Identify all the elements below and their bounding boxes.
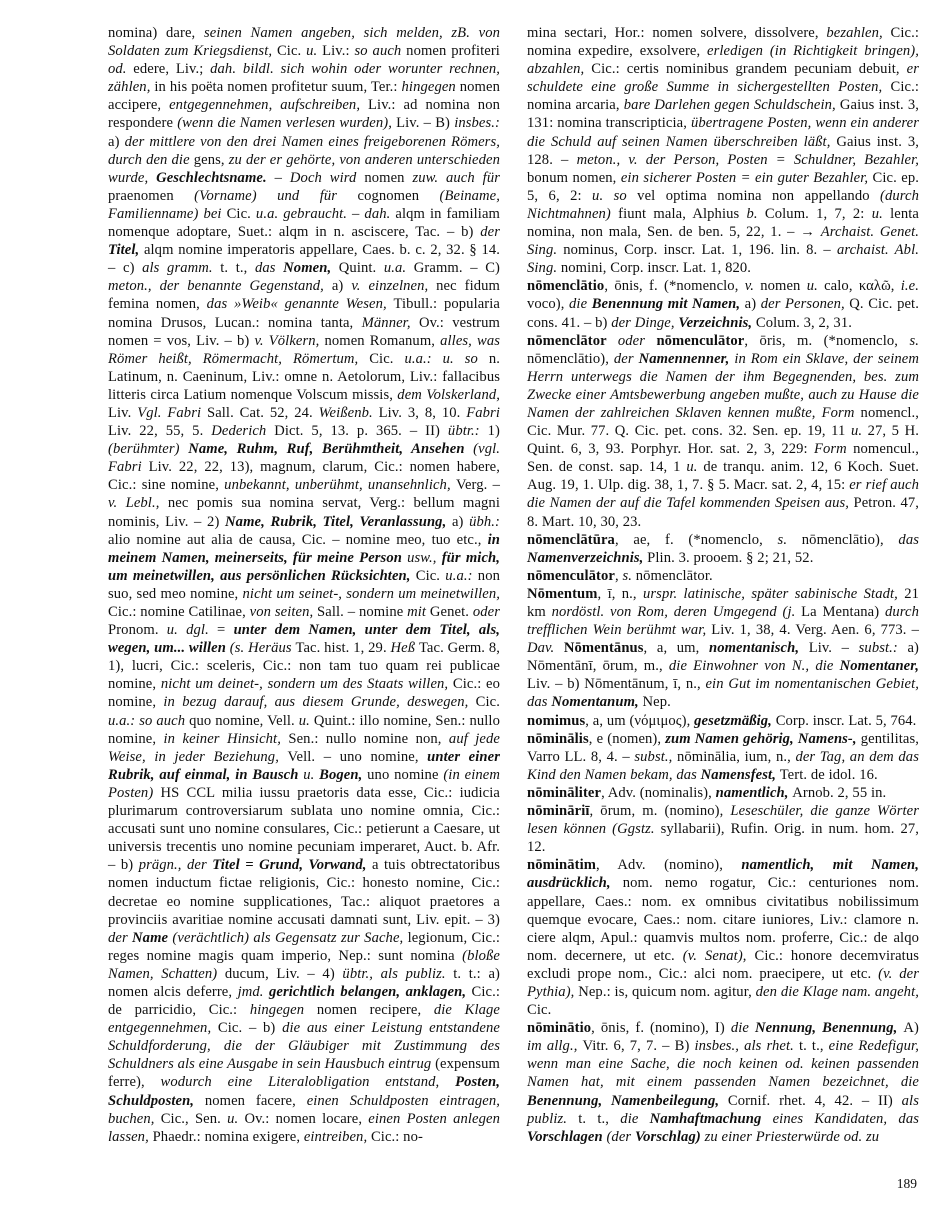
right-column bbox=[527, 24, 919, 1146]
entry-nomen-continued: nomina) dare, seinen Namen angeben, sich melden, zB. von Soldaten zum Kriegsdienst, Cic. u. Liv.: so auch nomen profiteri od. edere, Liv.; dah. bildl. sich wohin oder worunter rechnen, zählen, in his poëta nomen profitetur suum, Ter.: hingegen nomen accipere, entgegennehmen, aufschreiben, Liv.: ad nomina non respondere (wenn die Namen verlesen wurden), Liv. – B) insbes.: a) der mittlere von den drei Namen eines freigeborenen Römers, durch den die gens, zu der er gehörte, von anderen unterschieden wurde, Geschlechtsname. – Doch wird nomen zuw. auch für praenomen (Vorname) und für cognomen (Beiname, Familienname) bei Cic. u.a. gebraucht. – dah. alqm in familiam nomenque adoptare, Suet.: alqm in n. asciscere, Tac. – b) der Titel, alqm nomine imperatoris appellare, Caes. b. c. 2, 32. § 14. – c) als gramm. t. t., das Nomen, Quint. u.a. Gramm. – C) meton., der benannte Gegenstand, a) v. einzelnen, nec fidum femina nomen, das »Weib« genannte Wesen, Tibull.: popularia nomina Drusos, Lucan.: nomina tanta, Männer, Ov.: vestrum nomen = vos, Liv. – b) v. Völkern, nomen Romanum, alles, was Römer heißt, Römermacht, Römertum, Cic. u.a.: u. so n. Latinum, n. Caeninum, Liv.: omne n. Aetolorum, Liv.: fallacibus litteris circa Latium nomenque Volscum missis, dem Volskerland, Liv. Vgl. Fabri Sall. Cat. 52, 24. Weißenb. Liv. 3, 8, 10. Fabri Liv. 22, 55, 5. Dederich Dict. 5, 13. p. 365. – II) übtr.: 1) (berühmter) Name, Ruhm, Ruf, Berühmtheit, Ansehen (vgl. Fabri Liv. 22, 22, 13), magnum, clarum, Cic.: nomen habere, Cic.: sine nomine, unbekannt, unberühmt, unansehnlich, Verg. – v. Lebl., nec pomis sua nomina servat, Verg.: bellum magni nominis, Liv. – 2) Name, Rubrik, Titel, Veranlassung, a) übh.: alio nomine aut alia de causa, Cic. – nomine meo, tuo etc., in meinem Namen, meinerseits, für meine Person usw., für mich, um meinetwillen, aus persönlichen Rücksichten, Cic. u.a.: non suo, sed meo nomine, nicht um seinet-, sondern um meinetwillen, Cic.: nomine Catilinae, von seiten, Sall. – nomine mit Genet. oder Pronom. u. dgl. = unter dem Namen, unter dem Titel, als, wegen, um... willen (s. Heräus Tac. hist. 1, 29. Heß Tac. Germ. 8, 1), lucri, Cic.: sceleris, Cic.: non tam tuo quam rei publicae nomine, nicht um deinet-, sondern um des Staats willen, Cic.: eo nomine, in bezug darauf, aus diesem Grunde, deswegen, Cic. u.a.: so auch quo nomine, Vell. u. Quint.: illo nomine, Sen.: nullo nomine, in keiner Hinsicht, Sen.: nullo nomine non, auf jede Weise, in jeder Beziehung, Vell. – uno nomine, unter einer Rubrik, auf einmal, in Bausch u. Bogen, uno nomine (in einem Posten) HS CCL milia iussu praetoris data esse, Cic.: iudicia plurimarum controversiarum sublata uno nomine omnia, Cic.: accusati sunt uno nomine consulares, Cic.: petierunt a Caesare, ut universis trecentis uno nomine pecuniam imperaret, Auct. b. Afr. – b) prägn., der Titel = Grund, Vorwand, a tuis obtrectatoribus nomen inductum fictae religionis, Cic.: honesto nomine, Cic.: decretae eo nomine supplicationes, Tac.: aliquot praetores a provinciis avaritiae nomine accusati damnati sunt, Liv. epit. – 3) der Name (verächtlich) als Gegensatz zur Sache, legionum, Cic.: reges nomine magis quam imperio, Nep.: sunt nomina (bloße Namen, Schatten) ducum, Liv. – 4) übtr., als publiz. t. t.: a) nomen alcis deferre, jmd. gerichtlich belangen, anklagen, Cic.: de parricidio, Cic.: hingegen nomen recipere, die Klage entgegennehmen, Cic. – b) die aus einer Leistung entstandene Schuldforderung, die der Gläubiger mit Zustimmung des Schuldners als eine Ausgabe in sein Hausbuch eintrug (expensum ferre), wodurch eine Literalobligation entstand, Posten, Schuldposten, nomen facere, einen Schuldposten eintragen, buchen, Cic., Sen. u. Ov.: nomen locare, einen Posten anlegen lassen, Phaedr.: nomina exigere, eintreiben, Cic.: no- bbox=[108, 25, 501, 1145]
page-number: 189 bbox=[896, 1176, 917, 1191]
entry-nominarii: nōmināriī, ōrum, m. (nomino), Leseschüler, die ganze Wörter lesen können (Ggstz. syllabarii), Rufin. Orig. in num. hom. 27, 12. bbox=[527, 803, 919, 856]
left-column bbox=[108, 24, 500, 1146]
entry-nominatim: nōminātim, Adv. (nomino), namentlich, mit Namen, ausdrücklich, nom. nemo rogatur, Cic.: centuriones nom. appellare, Caes.: nom. ex omnibus civitatibus nobilissimum quemque evocare, Caes.: nom. citare iuniores, Liv.: clamore n. ciere alqm, Apul.: quamvis multos nom. proferre, Cic.: de alqo nom. decernere, ut etc. (v. Senat), Cic.: honore decemviratus excludi prope nom., Cic.: alci nom. praecipere, ut etc. (v. der Pythia), Nep.: is, quicum nom. agitur, den die Klage nam. angeht, Cic. bbox=[527, 857, 919, 1019]
entry-nominatio: nōminātio, ōnis, f. (nomino), I) die Nennung, Benennung, A) im allg., Vitr. 6, 7, 7. – B) insbes., als rhet. t. t., eine Redefigur, wenn man eine Sache, die noch keinen od. keinen passenden Namen hat, mit einem passenden Namen bezeichnet, die Benennung, Namenbeilegung, Cornif. rhet. 4, 42. – II) als publiz. t. t., die Namhaftmachung eines Kandidaten, das Vorschlagen (der Vorschlag) zu einer Priesterwürde od. zu bbox=[527, 1020, 919, 1145]
entry-nominaliter: nōmināliter, Adv. (nominalis), namentlich, Arnob. 2, 55 in. bbox=[527, 784, 887, 801]
entry-nomimus: nomimus, a, um (νόμιμος), gesetzmäßig, Corp. inscr. Lat. 5, 764. bbox=[527, 712, 917, 729]
entry-nomen-continued-2: mina sectari, Hor.: nomen solvere, dissolvere, bezahlen, Cic.: nomina expedire, exsolvere, erledigen (in Richtigkeit bringen), abzahlen, Cic.: certis nominibus grandem pecuniam debuit, er schuldete eine große Summe in sichergestellten Posten, Cic.: nomina arcaria, bare Darlehen gegen Schuldschein, Gaius inst. 3, 131: nomina transcripticia, übertragene Posten, wenn ein anderer die Schuld auf seinen Namen überschreiben läßt, Gaius inst. 3, 128. – meton., v. der Person, Posten = Schuldner, Bezahler, bonum nomen, ein sicherer Posten = ein guter Bezahler, Cic. ep. 5, 6, 2: u. so vel optima nomina non appellando (durch Nichtmahnen) fiunt mala, Alphius b. Colum. 1, 7, 2: u. lenta nomina, non mala, Sen. de ben. 5, 22, 1. – → Archaist. Genet. Sing. nominus, Corp. inscr. Lat. 1, 196. lin. 8. – archaist. Abl. Sing. nomini, Corp. inscr. Lat. 1, 820. bbox=[527, 25, 920, 277]
entry-nomenculator: nōmenculātor, s. nōmenclātor. bbox=[527, 567, 713, 584]
entry-nomenclatio: nōmenclātio, ōnis, f. (*nomenclo, v. nomen u. calo, καλῶ, i.e. voco), die Benennung mit Namen, a) der Personen, Q. Cic. pet. cons. 41. – b) der Dinge, Verzeichnis, Colum. 3, 2, 31. bbox=[527, 278, 920, 331]
entry-nominalis: nōminālis, e (nomen), zum Namen gehörig, Namens-, gentilitas, Varro LL. 8, 4. – subst., nōminālia, ium, n., der Tag, an dem das Kind den Namen bekam, das Namensfest, Tert. de idol. 16. bbox=[527, 730, 919, 783]
entry-nomentum: Nōmentum, ī, n., urspr. latinische, später sabinische Stadt, 21 km nordöstl. von Rom, deren Umgegend (j. La Mentana) durch trefflichen Wein berühmt war, Liv. 1, 38, 4. Verg. Aen. 6, 773. – Dav. Nōmentānus, a, um, nomentanisch, Liv. – subst.: a) Nōmentānī, ōrum, m., die Einwohner von N., die Nomentaner, Liv. – b) Nōmentānum, ī, n., ein Gut im nomentanischen Gebiet, das Nomentanum, Nep. bbox=[527, 585, 919, 711]
entry-nomenclatura: nōmenclātūra, ae, f. (*nomenclo, s. nōmenclātio), das Namenverzeichnis, Plin. 3. prooem. § 2; 21, 52. bbox=[527, 531, 919, 566]
entry-nomenclator: nōmenclātor oder nōmenculātor, ōris, m. (*nomenclo, s. nōmenclātio), der Namennenner, in Rom ein Sklave, der seinem Herrn unterwegs die Namen der ihm Begegnenden, bes. zum Zwecke einer Amtsbewerbung angeben mußte, auch zu Hause die Namen der zahlreichen Sklaven kennen mußte, Form nomencl., Cic. Mur. 77. Q. Cic. pet. cons. 32. Sen. ep. 19, 11 u. 27, 5 H. Quint. 6, 3, 93. Porphyr. Hor. sat. 2, 3, 229: Form nomencul., Sen. de const. sap. 14, 1 u. de tranqu. anim. 12, 6 Koch. Suet. Aug. 19, 1. Ulp. dig. 38, 1, 7. § 5. Macr. sat. 2, 4, 15: er rief auch die Namen der auf die Tafel kommenden Speisen aus, Petron. 47, 8. Mart. 10, 30, 23. bbox=[527, 332, 919, 530]
